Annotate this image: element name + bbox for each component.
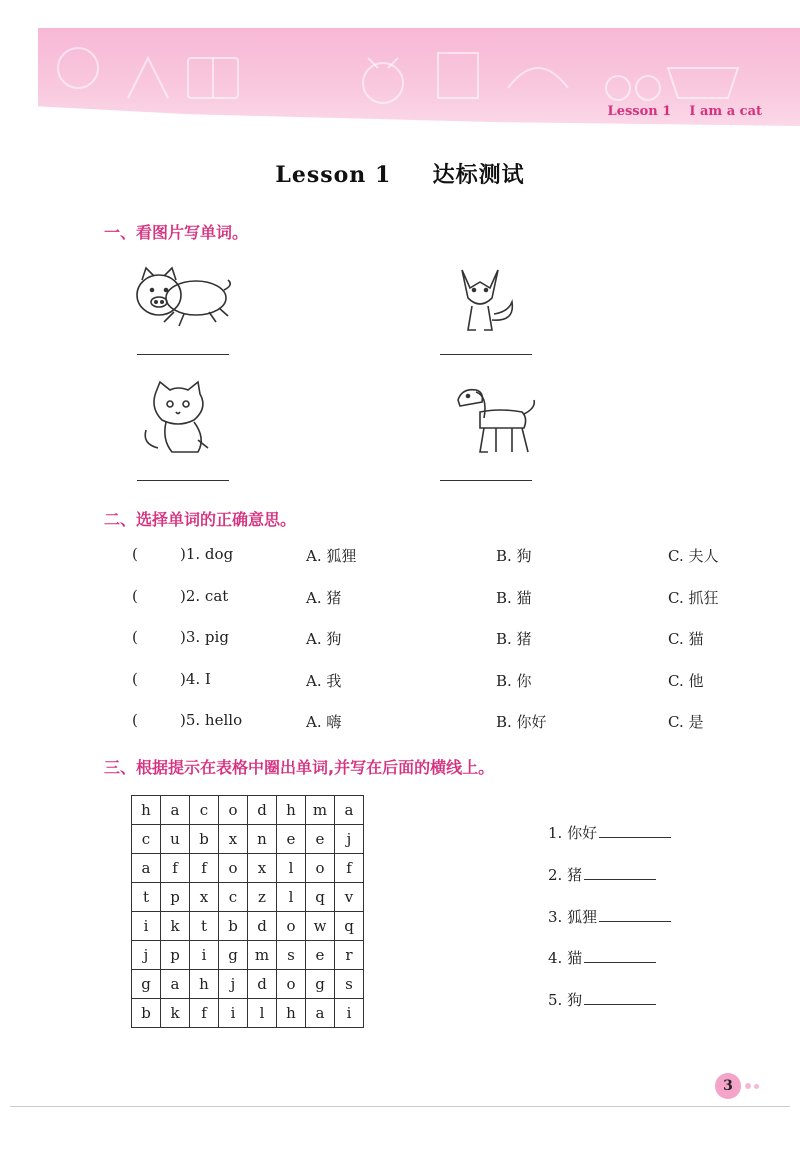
grid-cell[interactable]: h bbox=[277, 796, 306, 825]
grid-cell[interactable]: f bbox=[190, 854, 219, 883]
answer-line-cat[interactable] bbox=[137, 480, 229, 481]
option-c[interactable]: C. 是 bbox=[668, 713, 704, 731]
question-word: )5. hello bbox=[180, 711, 243, 729]
grid-cell[interactable]: t bbox=[190, 912, 219, 941]
grid-cell[interactable]: o bbox=[277, 912, 306, 941]
section3-heading: 三、根据提示在表格中圈出单词,并写在后面的横线上。 bbox=[104, 758, 495, 777]
grid-cell[interactable]: i bbox=[335, 999, 364, 1028]
grid-cell[interactable]: l bbox=[248, 999, 277, 1028]
grid-cell[interactable]: c bbox=[132, 825, 161, 854]
grid-cell[interactable]: o bbox=[277, 970, 306, 999]
grid-cell[interactable]: z bbox=[248, 883, 277, 912]
grid-cell[interactable]: g bbox=[306, 970, 335, 999]
option-a[interactable]: A. 猪 bbox=[306, 589, 342, 607]
grid-cell[interactable]: e bbox=[306, 825, 335, 854]
grid-cell[interactable]: m bbox=[306, 796, 335, 825]
grid-cell[interactable]: p bbox=[161, 941, 190, 970]
grid-cell[interactable]: b bbox=[219, 912, 248, 941]
grid-cell[interactable]: s bbox=[277, 941, 306, 970]
option-c[interactable]: C. 抓狂 bbox=[668, 589, 719, 607]
grid-cell[interactable]: o bbox=[219, 854, 248, 883]
option-b[interactable]: B. 你 bbox=[496, 672, 532, 690]
grid-cell[interactable]: f bbox=[190, 999, 219, 1028]
grid-cell[interactable]: v bbox=[335, 883, 364, 912]
page-number: 3 bbox=[715, 1073, 741, 1099]
fill-blank[interactable] bbox=[584, 1004, 656, 1005]
footer-divider bbox=[10, 1106, 790, 1107]
fill-blank[interactable] bbox=[584, 879, 656, 880]
grid-cell[interactable]: s bbox=[335, 970, 364, 999]
grid-row bbox=[132, 970, 364, 999]
option-b[interactable]: B. 猫 bbox=[496, 589, 532, 607]
dog-picture bbox=[440, 378, 560, 468]
fill-prompt bbox=[548, 906, 671, 927]
option-b[interactable]: B. 你好 bbox=[496, 713, 547, 731]
option-c[interactable]: C. 猫 bbox=[668, 630, 704, 648]
header-lesson-tag: Lesson 1 I am a cat bbox=[607, 104, 762, 119]
option-b[interactable]: B. 猪 bbox=[496, 630, 532, 648]
grid-cell[interactable]: e bbox=[306, 941, 335, 970]
answer-bracket[interactable]: ( bbox=[132, 670, 138, 688]
answer-bracket[interactable]: ( bbox=[132, 587, 138, 605]
grid-cell[interactable]: x bbox=[248, 854, 277, 883]
grid-cell[interactable]: d bbox=[248, 970, 277, 999]
question-row bbox=[132, 711, 752, 735]
grid-cell[interactable]: j bbox=[335, 825, 364, 854]
grid-cell[interactable]: m bbox=[248, 941, 277, 970]
option-a[interactable]: A. 我 bbox=[306, 672, 342, 690]
grid-cell[interactable]: f bbox=[161, 854, 190, 883]
grid-cell[interactable]: k bbox=[161, 912, 190, 941]
grid-row bbox=[132, 941, 364, 970]
option-a[interactable]: A. 嗨 bbox=[306, 713, 342, 731]
grid-cell[interactable]: n bbox=[248, 825, 277, 854]
answer-line-dog[interactable] bbox=[440, 480, 532, 481]
grid-cell[interactable]: c bbox=[219, 883, 248, 912]
fill-blank[interactable] bbox=[599, 837, 671, 838]
cat-picture bbox=[128, 378, 248, 468]
title-subtitle: 达标测试 bbox=[432, 162, 525, 188]
grid-cell[interactable]: w bbox=[306, 912, 335, 941]
word-search-grid bbox=[131, 795, 364, 1028]
pig-picture bbox=[124, 260, 244, 350]
option-a[interactable]: A. 狗 bbox=[306, 630, 342, 648]
grid-cell[interactable]: o bbox=[306, 854, 335, 883]
fill-prompt bbox=[548, 989, 656, 1010]
grid-row bbox=[132, 912, 364, 941]
grid-cell[interactable]: c bbox=[190, 796, 219, 825]
grid-cell[interactable]: x bbox=[190, 883, 219, 912]
grid-cell[interactable]: o bbox=[219, 796, 248, 825]
answer-bracket[interactable]: ( bbox=[132, 545, 138, 563]
grid-row bbox=[132, 883, 364, 912]
page-dot-decoration bbox=[754, 1084, 759, 1089]
grid-cell[interactable]: d bbox=[248, 796, 277, 825]
question-word: )4. I bbox=[180, 670, 211, 688]
answer-line-fox[interactable] bbox=[440, 354, 532, 355]
answer-bracket[interactable]: ( bbox=[132, 711, 138, 729]
option-a[interactable]: A. 狐狸 bbox=[306, 547, 357, 565]
prompt-label: 5. 狗 bbox=[548, 991, 583, 1009]
answer-bracket[interactable]: ( bbox=[132, 628, 138, 646]
option-b[interactable]: B. 狗 bbox=[496, 547, 532, 565]
grid-cell[interactable]: f bbox=[335, 854, 364, 883]
grid-cell[interactable]: q bbox=[335, 912, 364, 941]
title-lesson: Lesson 1 bbox=[275, 162, 392, 188]
fill-blank[interactable] bbox=[599, 921, 671, 922]
grid-cell[interactable]: i bbox=[132, 912, 161, 941]
grid-cell[interactable]: j bbox=[219, 970, 248, 999]
grid-cell[interactable]: l bbox=[277, 854, 306, 883]
prompt-label: 3. 狐狸 bbox=[548, 908, 598, 926]
question-row bbox=[132, 587, 752, 611]
grid-cell[interactable]: p bbox=[161, 883, 190, 912]
grid-cell[interactable]: r bbox=[335, 941, 364, 970]
grid-cell[interactable]: a bbox=[132, 854, 161, 883]
fill-prompt bbox=[548, 822, 671, 843]
fill-prompt bbox=[548, 947, 656, 968]
grid-cell[interactable]: i bbox=[190, 941, 219, 970]
grid-cell[interactable]: l bbox=[277, 883, 306, 912]
grid-cell[interactable]: b bbox=[132, 999, 161, 1028]
grid-cell[interactable]: a bbox=[306, 999, 335, 1028]
page-dot-decoration bbox=[745, 1083, 751, 1089]
question-row bbox=[132, 670, 752, 694]
question-word: )3. pig bbox=[180, 628, 229, 646]
fill-prompt bbox=[548, 864, 656, 885]
fox-picture bbox=[430, 260, 550, 350]
grid-cell[interactable]: x bbox=[219, 825, 248, 854]
grid-cell[interactable]: t bbox=[132, 883, 161, 912]
grid-cell[interactable]: a bbox=[161, 970, 190, 999]
section1-heading: 一、看图片写单词。 bbox=[104, 223, 249, 242]
page-title bbox=[0, 158, 800, 189]
prompt-label: 2. 猪 bbox=[548, 866, 583, 884]
question-row bbox=[132, 628, 752, 652]
grid-cell[interactable]: g bbox=[219, 941, 248, 970]
grid-cell[interactable]: e bbox=[277, 825, 306, 854]
grid-cell[interactable]: j bbox=[132, 941, 161, 970]
grid-cell[interactable]: d bbox=[248, 912, 277, 941]
grid-cell[interactable]: h bbox=[277, 999, 306, 1028]
option-c[interactable]: C. 他 bbox=[668, 672, 704, 690]
prompt-label: 1. 你好 bbox=[548, 824, 598, 842]
grid-cell[interactable]: h bbox=[132, 796, 161, 825]
question-word: )1. dog bbox=[180, 545, 234, 563]
grid-row bbox=[132, 999, 364, 1028]
grid-cell[interactable]: a bbox=[335, 796, 364, 825]
grid-cell[interactable]: k bbox=[161, 999, 190, 1028]
grid-cell[interactable]: q bbox=[306, 883, 335, 912]
grid-cell[interactable]: g bbox=[132, 970, 161, 999]
option-c[interactable]: C. 夫人 bbox=[668, 547, 719, 565]
prompt-label: 4. 猫 bbox=[548, 949, 583, 967]
grid-row bbox=[132, 854, 364, 883]
section2-heading: 二、选择单词的正确意思。 bbox=[104, 510, 297, 529]
grid-cell[interactable]: u bbox=[161, 825, 190, 854]
grid-row bbox=[132, 796, 364, 825]
grid-cell[interactable]: h bbox=[190, 970, 219, 999]
question-word: )2. cat bbox=[180, 587, 229, 605]
grid-cell[interactable]: a bbox=[161, 796, 190, 825]
grid-row bbox=[132, 825, 364, 854]
grid-cell[interactable]: b bbox=[190, 825, 219, 854]
answer-line-pig[interactable] bbox=[137, 354, 229, 355]
grid-cell[interactable]: i bbox=[219, 999, 248, 1028]
question-row bbox=[132, 545, 752, 569]
fill-blank[interactable] bbox=[584, 962, 656, 963]
